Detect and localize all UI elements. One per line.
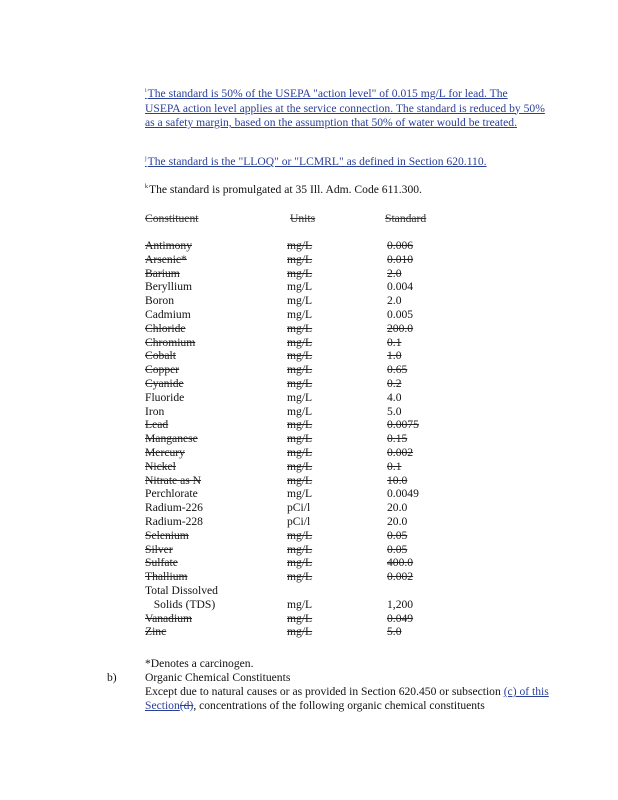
constituent-cell: Chloride: [145, 321, 186, 335]
units-cell: mg/L: [287, 363, 313, 377]
table-row: [0, 280, 618, 294]
units-cell: mg/L: [287, 446, 313, 459]
table-row: [0, 253, 618, 267]
table-row: [0, 432, 618, 446]
units-cell: mg/L: [287, 625, 313, 639]
standard-cell: 0.006: [387, 239, 414, 252]
units-cell: mg/L: [287, 294, 313, 308]
table-row: [0, 418, 618, 432]
units-cell: mg/L: [287, 390, 313, 404]
constituent-cell: Cobalt: [145, 349, 176, 363]
table-row: [0, 460, 618, 474]
constituent-cell: Boron: [145, 294, 174, 308]
standard-cell: 10.0: [387, 473, 408, 487]
table-row: [0, 405, 618, 419]
constituent-cell: Perchlorate: [145, 487, 198, 501]
constituent-cell: Beryllium: [145, 280, 193, 294]
constituent-cell: Chromium: [145, 335, 196, 349]
standard-cell: 0.0049: [387, 487, 419, 501]
units-cell: mg/L: [287, 542, 313, 556]
units-cell: mg/L: [287, 459, 313, 473]
units-cell: mg/L: [287, 418, 313, 432]
standard-cell: 1.0: [387, 349, 402, 363]
section-label: b): [107, 671, 117, 684]
table-row: [0, 322, 618, 336]
footnote-marker: k: [145, 184, 148, 190]
standard-cell: 0.05: [387, 528, 408, 542]
constituent-cell: Radium-228: [145, 515, 203, 528]
footnote-marker: j: [145, 156, 147, 162]
constituent-cell: Manganese: [145, 432, 198, 446]
constituent-cell: Iron: [145, 404, 165, 418]
constituent-cell: Sulfate: [145, 556, 178, 570]
standard-cell: 0.65: [387, 363, 408, 377]
column-header-constituent: Constituent: [145, 212, 199, 225]
section-b: [145, 671, 565, 713]
constituent-cell: Radium-226: [145, 501, 203, 515]
units-cell: mg/L: [287, 377, 313, 390]
standard-cell: 0.0075: [387, 418, 419, 432]
table-row: [0, 446, 618, 460]
units-cell: mg/L: [287, 335, 313, 349]
standard-cell: 0.002: [387, 446, 414, 459]
standard-cell: 5.0: [387, 625, 402, 639]
units-cell: mg/L: [287, 321, 313, 335]
table-row: [0, 308, 618, 322]
table-row: [0, 570, 618, 584]
standard-cell: 0.005: [387, 308, 414, 321]
section-text: Except due to natural causes or as provided in Section 620.450 or subsection: [145, 685, 504, 698]
standard-cell: 0.05: [387, 542, 408, 556]
footnote-j: [145, 155, 545, 170]
constituent-cell: Solids (TDS): [145, 597, 216, 611]
standard-cell: 0.2: [387, 377, 402, 390]
table-row: [0, 543, 618, 557]
carcinogen-note: *Denotes a carcinogen.: [145, 657, 254, 670]
units-cell: mg/L: [287, 252, 313, 266]
footnote-text: The standard is promulgated at 35 Ill. Adm. Code 611.300.: [149, 183, 422, 196]
units-cell: mg/L: [287, 597, 313, 611]
units-cell: mg/L: [287, 280, 313, 294]
units-cell: mg/L: [287, 404, 313, 418]
standard-cell: 1,200: [387, 597, 414, 611]
table-row: [0, 474, 618, 488]
table-row: [0, 515, 618, 529]
units-cell: mg/L: [287, 570, 313, 584]
standard-cell: 0.002: [387, 570, 414, 584]
constituent-cell: Nickel: [145, 459, 176, 473]
table-row: [0, 377, 618, 391]
table-row: [0, 336, 618, 350]
table-row: [0, 612, 618, 626]
constituent-cell: Copper: [145, 363, 180, 377]
units-cell: mg/L: [287, 349, 313, 363]
inserted-reference: (c) of this Section: [145, 685, 549, 712]
standard-cell: 2.0: [387, 266, 402, 280]
constituent-cell: Fluoride: [145, 390, 185, 404]
constituent-cell: Mercury: [145, 446, 185, 459]
constituent-cell: Total Dissolved: [145, 584, 218, 597]
constituent-cell: Thallium: [145, 570, 188, 584]
column-header-units: Units: [290, 212, 316, 225]
table-row: [0, 267, 618, 281]
units-cell: mg/L: [287, 308, 313, 321]
footnote-marker: i: [145, 88, 147, 94]
table-row: [0, 294, 618, 308]
table-row: [0, 584, 618, 598]
standard-cell: 200.0: [387, 321, 414, 335]
constituent-cell: Cadmium: [145, 308, 191, 321]
standard-cell: 0.1: [387, 335, 402, 349]
section-title: Organic Chemical Constituents: [145, 671, 291, 684]
units-cell: mg/L: [287, 556, 313, 570]
table-row: [0, 349, 618, 363]
units-cell: pCi/l: [287, 515, 311, 528]
table-row: [0, 529, 618, 543]
units-cell: mg/L: [287, 528, 313, 542]
table-row: [0, 625, 618, 639]
units-cell: mg/L: [287, 473, 313, 487]
constituent-cell: Cyanide: [145, 377, 184, 390]
standard-cell: 20.0: [387, 501, 408, 515]
footnote-text: The standard is the "LLOQ" or "LCMRL" as defined in Section 620.110.: [147, 155, 487, 168]
constituent-cell: Nitrate as N: [145, 473, 202, 487]
column-header-standard: Standard: [385, 212, 427, 225]
constituent-cell: Arsenic*: [145, 252, 187, 266]
table-row: [0, 391, 618, 405]
table-row: [0, 598, 618, 612]
table-row: [0, 363, 618, 377]
standard-cell: 400.0: [387, 556, 414, 570]
standard-cell: 0.004: [387, 280, 414, 294]
constituent-cell: Selenium: [145, 528, 189, 542]
standard-cell: 0.010: [387, 252, 414, 266]
footnote-text: The standard is 50% of the USEPA "action level" of 0.015 mg/L for lead. The USEPA action level applies at the service connection. The standard is reduced by 50% as a safety margin, based on the assumption that 50% of water would be treated.: [145, 87, 545, 129]
units-cell: mg/L: [287, 432, 313, 446]
constituent-cell: Barium: [145, 266, 180, 280]
standard-cell: 2.0: [387, 294, 402, 308]
units-cell: pCi/l: [287, 501, 311, 515]
standard-cell: 5.0: [387, 404, 402, 418]
standard-cell: 0.15: [387, 432, 408, 446]
footnote-k: [145, 183, 545, 198]
section-body: [145, 685, 565, 713]
table-row: [0, 556, 618, 570]
table-row: [0, 487, 618, 501]
standard-cell: 20.0: [387, 515, 408, 528]
units-cell: mg/L: [287, 239, 313, 252]
constituent-cell: Vanadium: [145, 611, 193, 625]
constituent-cell: Zinc: [145, 625, 167, 639]
units-cell: mg/L: [287, 266, 313, 280]
units-cell: mg/L: [287, 611, 313, 625]
constituent-cell: Antimony: [145, 239, 193, 252]
standard-cell: 4.0: [387, 390, 402, 404]
standard-cell: 0.049: [387, 611, 414, 625]
constituent-cell: Lead: [145, 418, 169, 432]
footnote-i: [145, 87, 545, 131]
section-text: , concentrations of the following organic chemical constituents: [193, 699, 485, 712]
standard-cell: 0.1: [387, 459, 402, 473]
table-row: [0, 239, 618, 253]
units-cell: mg/L: [287, 487, 313, 501]
table-row: [0, 501, 618, 515]
constituent-cell: Silver: [145, 542, 173, 556]
deleted-reference: (d): [179, 699, 194, 712]
